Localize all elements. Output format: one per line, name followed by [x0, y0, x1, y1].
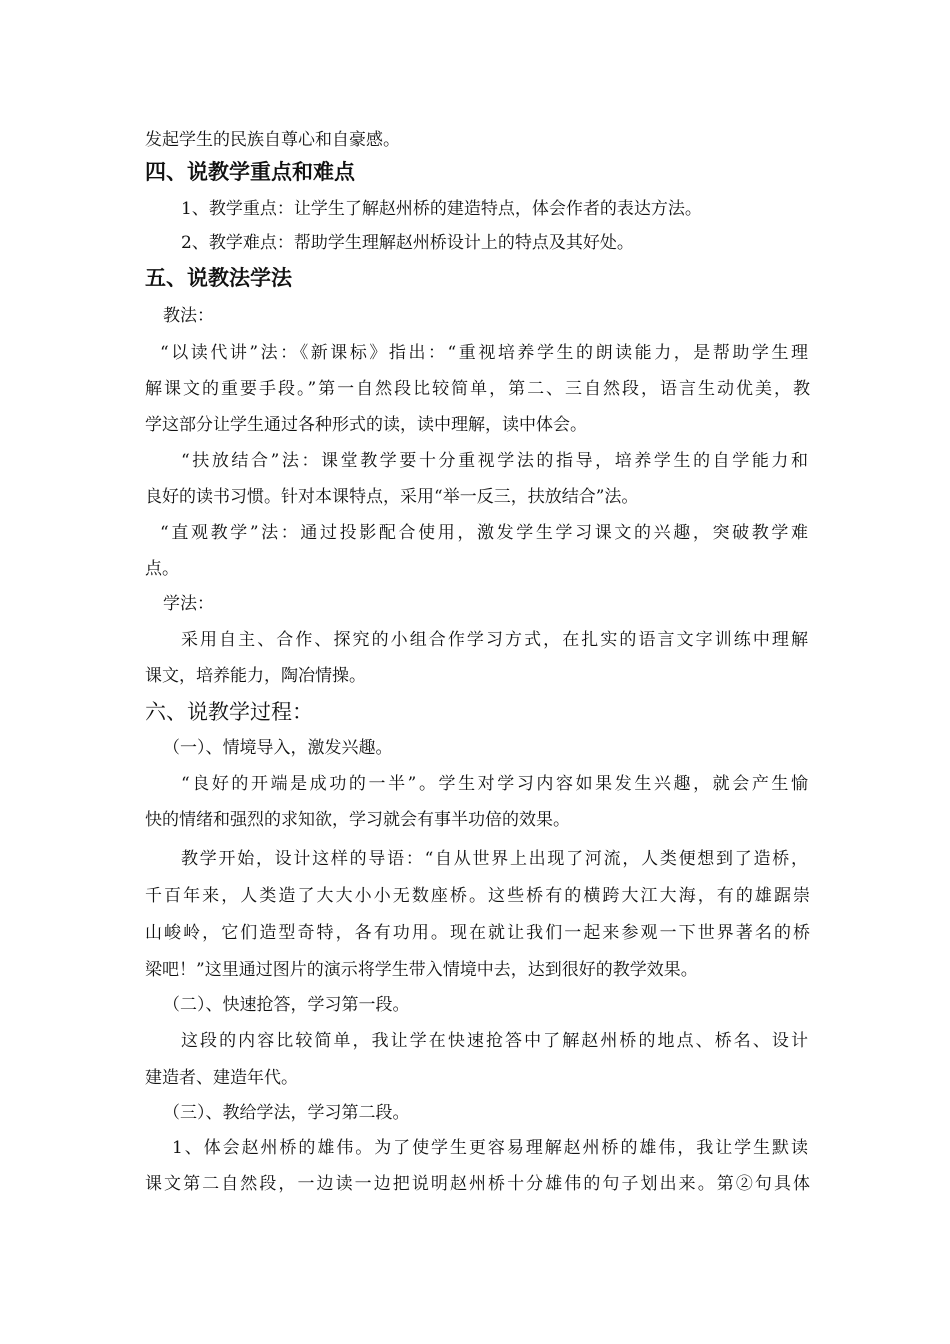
paragraph-line: 1、体会赵州桥的雄伟。为了使学生更容易理解赵州桥的雄伟，我让学生默读 [172, 1138, 808, 1158]
subheading-learning-method: 学法： [163, 594, 214, 614]
paragraph-line: 1、教学重点：让学生了解赵州桥的建造特点，体会作者的表达方法。 [181, 199, 702, 219]
paragraph-line: 快的情绪和强烈的求知欲，学习就会有事半功倍的效果。 [145, 810, 570, 830]
paragraph-line: “扶放结合”法：课堂教学要十分重视学法的指导，培养学生的自学能力和 [181, 451, 808, 471]
subsection-heading: （二）、快速抢答，学习第一段。 [163, 995, 410, 1015]
section-heading-6: 六、说教学过程： [145, 700, 313, 724]
section-heading-5: 五、说教法学法 [145, 266, 292, 290]
paragraph-line: 良好的读书习惯。针对本课特点，采用“举一反三，扶放结合”法。 [145, 487, 639, 507]
paragraph-line: 建造者、建造年代。 [145, 1068, 298, 1088]
paragraph-line: 2、教学难点：帮助学生理解赵州桥设计上的特点及其好处。 [181, 233, 634, 253]
paragraph-line: “以读代讲”法：《新课标》指出：“重视培养学生的朗读能力，是帮助学生理 [160, 343, 808, 363]
paragraph-line: “直观教学”法：通过投影配合使用，激发学生学习课文的兴趣，突破教学难 [160, 523, 808, 543]
subsection-heading: （三）、教给学法，学习第二段。 [163, 1103, 410, 1123]
paragraph-line: 课文，培养能力，陶冶情操。 [145, 666, 366, 686]
paragraph-line: 梁吧！”这里通过图片的演示将学生带入情境中去，达到很好的教学效果。 [145, 960, 698, 980]
paragraph-line: “良好的开端是成功的一半”。学生对学习内容如果发生兴趣，就会产生愉 [181, 774, 808, 794]
paragraph-line: 发起学生的民族自尊心和自豪感。 [145, 130, 400, 150]
paragraph-line: 解课文的重要手段。”第一自然段比较简单，第二、三自然段，语言生动优美，教 [145, 379, 810, 399]
paragraph-line: 这段的内容比较简单，我让学在快速抢答中了解赵州桥的地点、桥名、设计 [181, 1031, 808, 1051]
paragraph-line: 教学开始，设计这样的导语：“自从世界上出现了河流，人类便想到了造桥， [181, 849, 808, 869]
subsection-heading: （一）、情境导入，激发兴趣。 [163, 738, 393, 758]
paragraph-line: 采用自主、合作、探究的小组合作学习方式，在扎实的语言文字训练中理解 [181, 630, 808, 650]
paragraph-line: 千百年来，人类造了大大小小无数座桥。这些桥有的横跨大江大海，有的雄踞崇 [145, 886, 810, 906]
section-heading-4: 四、说教学重点和难点 [145, 160, 355, 184]
paragraph-line: 学这部分让学生通过各种形式的读，读中理解，读中体会。 [145, 415, 587, 435]
paragraph-line: 点。 [145, 559, 179, 579]
subheading-teaching-method: 教法： [163, 306, 214, 326]
paragraph-line: 课文第二自然段，一边读一边把说明赵州桥十分雄伟的句子划出来。第②句具体 [145, 1174, 810, 1194]
paragraph-line: 山峻岭，它们造型奇特，各有功用。现在就让我们一起来参观一下世界著名的桥 [145, 923, 810, 943]
